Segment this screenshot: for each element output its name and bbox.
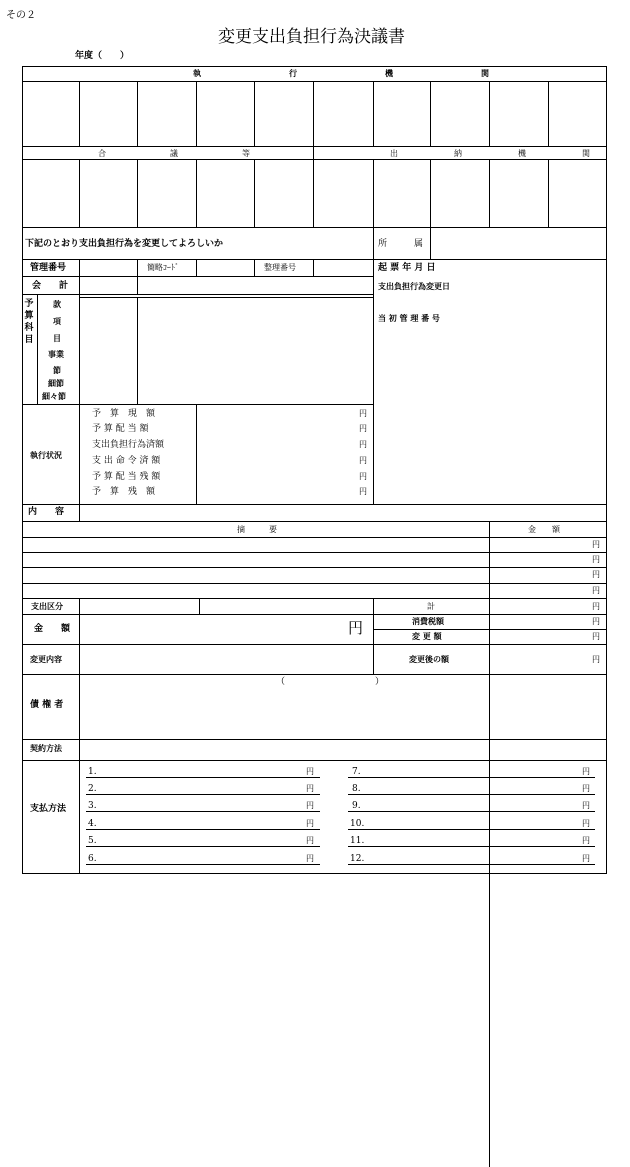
- after-change-label: 変更後の額: [409, 655, 449, 664]
- tax-unit: 円: [592, 617, 600, 626]
- after-change-unit: 円: [592, 655, 600, 664]
- budget-item-saisaisetsu: 細々節: [42, 392, 66, 401]
- exec-unit-5: 円: [359, 472, 367, 481]
- pay-right-8: 8.: [352, 784, 361, 794]
- pay-left-2: 2.: [88, 784, 97, 794]
- amount-unit-large: 円: [348, 619, 364, 637]
- summary-unit-3: 円: [592, 570, 600, 579]
- exec-item-6: 予 算 残 額: [92, 487, 156, 497]
- tax-label: 消費税額: [412, 617, 444, 626]
- exec-unit-3: 円: [359, 440, 367, 449]
- payment-method-label: 支払方法: [30, 804, 67, 814]
- creditor-label: 債 権 者: [30, 700, 64, 710]
- pay-right-10: 10.: [350, 819, 365, 829]
- contract-method-label: 契約方法: [30, 744, 62, 753]
- change-amount-unit: 円: [592, 632, 600, 641]
- pay-left-3: 3.: [88, 801, 97, 811]
- budget-item-kan: 款: [53, 300, 61, 309]
- pay-left-6-unit: 円: [306, 854, 314, 863]
- summary-unit-4: 円: [592, 586, 600, 595]
- total-unit: 円: [592, 602, 600, 611]
- exec-unit-6: 円: [359, 487, 367, 496]
- form-variant-label: その２: [6, 10, 36, 21]
- pay-right-7-unit: 円: [582, 767, 590, 776]
- budget-item-moku: 目: [53, 334, 61, 343]
- pay-left-4-unit: 円: [306, 819, 314, 828]
- fiscal-year-label: 年度（ ）: [75, 51, 130, 61]
- pay-right-12-unit: 円: [582, 854, 590, 863]
- exec-unit-4: 円: [359, 456, 367, 465]
- pay-right-8-unit: 円: [582, 784, 590, 793]
- exec-unit-2: 円: [359, 424, 367, 433]
- budget-item-setsu: 節: [53, 366, 61, 375]
- ref-no-label: 整理番号: [264, 263, 296, 272]
- pay-left-2-unit: 円: [306, 784, 314, 793]
- pay-right-11-unit: 円: [582, 836, 590, 845]
- pay-left-1: 1.: [88, 767, 97, 777]
- exec-item-4: 支 出 命 令 済 額: [92, 456, 161, 466]
- summary-header: 摘 要: [237, 525, 277, 534]
- change-date-label: 支出負担行為変更日: [378, 282, 450, 291]
- change-content-label: 変更内容: [30, 655, 62, 664]
- form-title: 変更支出負担行為決議書: [218, 27, 405, 47]
- pay-left-5-unit: 円: [306, 836, 314, 845]
- treasury-header: 出 納 機 関: [390, 149, 590, 158]
- pay-left-5: 5.: [88, 836, 97, 846]
- exec-item-5: 予 算 配 当 残 額: [92, 472, 161, 482]
- pay-right-7: 7.: [352, 767, 361, 777]
- creditor-parenthesis: （ ）: [276, 677, 385, 687]
- amount-header: 金 額: [528, 525, 560, 534]
- council-header: 合 議 等: [98, 149, 250, 158]
- pay-left-4: 4.: [88, 819, 97, 829]
- pay-left-1-unit: 円: [306, 767, 314, 776]
- summary-unit-2: 円: [592, 555, 600, 564]
- execution-status-label: 執行状況: [30, 451, 62, 460]
- dept-label: 所 属: [378, 239, 424, 249]
- pay-left-3-unit: 円: [306, 801, 314, 810]
- content-label: 内 容: [28, 507, 65, 517]
- draft-date-label: 起 票 年 月 日: [378, 263, 436, 273]
- budget-subject-vertical: 予 算 科 目: [24, 299, 34, 345]
- abbrev-code-label: 簡略ｺｰﾄﾞ: [147, 263, 179, 272]
- executive-header: 執 行 機 関: [193, 69, 489, 78]
- pay-right-11: 11.: [350, 836, 365, 846]
- exec-item-2: 予 算 配 当 額: [92, 424, 149, 434]
- total-label: 計: [427, 602, 435, 611]
- pay-right-9: 9.: [352, 801, 361, 811]
- summary-unit-1: 円: [592, 540, 600, 549]
- change-amount-label: 変 更 額: [412, 632, 442, 641]
- budget-item-jigyou: 事業: [48, 350, 64, 359]
- form-frame: [22, 66, 607, 874]
- orig-mgmt-no-label: 当 初 管 理 番 号: [378, 314, 440, 323]
- budget-item-kou: 項: [53, 317, 61, 326]
- exec-unit-1: 円: [359, 409, 367, 418]
- budget-item-saisetsu: 細節: [48, 379, 64, 388]
- exec-item-1: 予 算 現 額: [92, 409, 156, 419]
- accounting-label: 会 計: [32, 281, 69, 291]
- mgmt-no-label: 管理番号: [30, 263, 67, 273]
- exec-item-3: 支出負担行為済額: [92, 440, 165, 450]
- amount-label: 金 額: [34, 624, 71, 634]
- pay-right-9-unit: 円: [582, 801, 590, 810]
- payment-category-label: 支出区分: [31, 602, 63, 611]
- request-text: 下記のとおり支出負担行為を変更してよろしいか: [25, 239, 224, 249]
- pay-right-10-unit: 円: [582, 819, 590, 828]
- pay-right-12: 12.: [350, 854, 365, 864]
- pay-left-6: 6.: [88, 854, 97, 864]
